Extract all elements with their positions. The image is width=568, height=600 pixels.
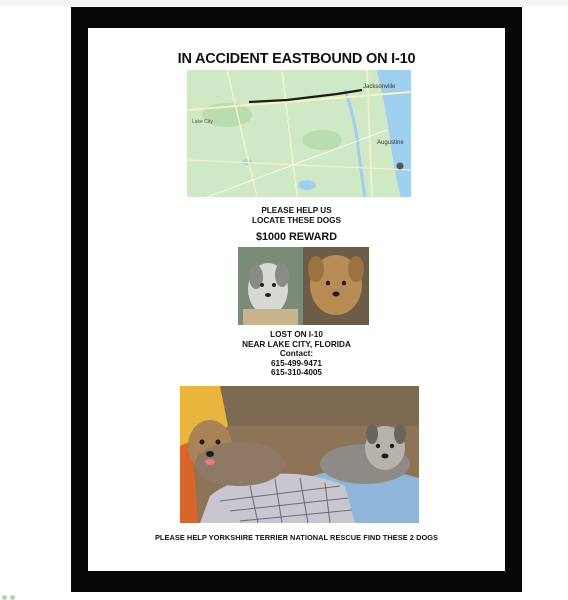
top-divider: [0, 0, 568, 6]
dogs-bed-svg: [180, 386, 419, 523]
contact-label: Contact:: [279, 349, 314, 359]
dogs-on-bed-photo: [180, 386, 419, 523]
map-label-jacksonville: Jacksonville: [363, 84, 396, 90]
rescue-footer-text: PLEASE HELP YORKSHIRE TERRIER NATIONAL RESCUE FIND THESE 2 DOGS: [154, 533, 439, 542]
help-us-line: PLEASE HELP US: [261, 206, 332, 215]
map-svg: [187, 70, 411, 197]
lost-location-line: LOST ON I-10: [270, 330, 323, 339]
route-map-image: [187, 70, 411, 197]
phone-number-1: 615-499-9471: [271, 358, 322, 368]
poster-frame: [71, 7, 522, 592]
reward-text: $1000 REWARD: [255, 231, 337, 243]
corner-indicator: [0, 592, 40, 600]
locate-dogs-line: LOCATE THESE DOGS: [251, 216, 341, 225]
indicator-dot: [2, 595, 7, 600]
dogs-collage-svg: [238, 247, 369, 325]
contact-block: [88, 330, 505, 378]
map-label-augustine: Augustine: [377, 140, 404, 146]
phone-number-2: 615-310-4005: [271, 368, 322, 378]
two-dogs-photo: [238, 247, 369, 325]
lost-dogs-poster: [88, 28, 505, 571]
poster-headline: IN ACCIDENT EASTBOUND ON I-10: [177, 51, 416, 67]
near-city-line: NEAR LAKE CITY, FLORIDA: [242, 339, 351, 349]
map-label-lake-city: Lake City: [192, 119, 213, 125]
indicator-dot: [10, 595, 15, 600]
